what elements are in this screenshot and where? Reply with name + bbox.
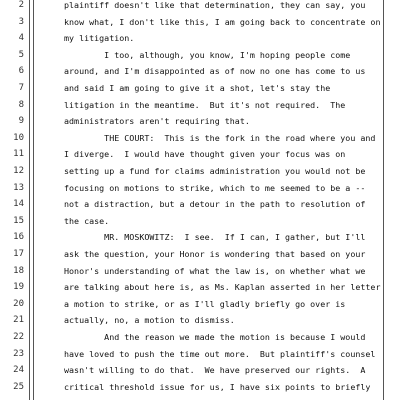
- line-number: 14: [13, 199, 24, 210]
- line-text: around, and I'm disappointed as of now no one has come to us: [64, 66, 366, 77]
- transcript-line: [0, 329, 400, 345]
- transcript-line: [0, 279, 400, 295]
- line-text: And the reason we made the motion is because I would: [64, 332, 366, 342]
- transcript-line: [0, 263, 400, 279]
- line-text: critical threshold issue for us, I have six points to briefly: [64, 381, 371, 392]
- line-text: litigation in the meantime. But it's not required. The: [64, 99, 346, 110]
- line-text: know what, I don't like this, I am going back to concentrate on: [64, 16, 381, 27]
- line-number: 4: [18, 33, 24, 44]
- line-number: 23: [13, 348, 24, 359]
- line-text: my litigation.: [64, 33, 135, 44]
- transcript-line: [0, 163, 400, 179]
- line-number: 17: [13, 249, 24, 259]
- line-text: plaintiff doesn't like that determination, they can say, you: [64, 0, 366, 10]
- transcript-line: [0, 14, 400, 30]
- line-text: Honor's understanding of what the law is, on whether what we: [64, 265, 366, 276]
- line-text: are talking about here is, as Ms. Kaplan asserted in her letter: [64, 282, 381, 293]
- line-number: 20: [13, 298, 24, 309]
- line-number: 16: [13, 232, 24, 243]
- line-text: focusing on motions to strike, which to me seemed to be a --: [64, 182, 366, 193]
- line-number: 22: [13, 332, 24, 342]
- line-text: the case.: [64, 215, 110, 226]
- line-text: wasn't willing to do that. We have preserved our rights. A: [64, 365, 366, 376]
- line-text: THE COURT: This is the fork in the road where you and: [64, 132, 376, 143]
- transcript-line: [0, 113, 400, 129]
- line-number: 25: [13, 381, 24, 392]
- line-text: setting up a fund for claims administration you would not be: [64, 166, 366, 176]
- transcript-line: [0, 30, 400, 46]
- line-number: 11: [13, 149, 24, 160]
- transcript-line: [0, 63, 400, 79]
- transcript-line: [0, 346, 400, 362]
- line-text: I diverge. I would have thought given your focus was on: [64, 149, 346, 160]
- line-text: not a distraction, but a detour in the path to resolution of: [64, 199, 366, 210]
- line-number: 5: [18, 49, 24, 60]
- line-number: 9: [18, 116, 24, 127]
- line-number: 12: [13, 166, 24, 176]
- transcript-line: [0, 379, 400, 395]
- transcript-line: [0, 362, 400, 378]
- transcript-line: [0, 196, 400, 212]
- transcript-line: [0, 130, 400, 146]
- transcript-line: [0, 312, 400, 328]
- line-number: 10: [13, 132, 24, 143]
- line-number: 3: [18, 16, 24, 27]
- transcript-line: [0, 80, 400, 96]
- line-text: actually, no, a motion to dismiss.: [64, 315, 235, 326]
- line-text: a motion to strike, or as I'll gladly briefly go over is: [64, 298, 346, 309]
- line-number: 18: [13, 265, 24, 276]
- line-text: I too, although, you know, I'm hoping people come: [64, 49, 351, 60]
- transcript-line: [0, 97, 400, 113]
- line-text: and said I am going to give it a shot, let's stay the: [64, 83, 331, 93]
- transcript-line: [0, 146, 400, 162]
- transcript-line: [0, 47, 400, 63]
- line-number: 6: [18, 66, 24, 77]
- line-number: 21: [13, 315, 24, 326]
- transcript-line: [0, 213, 400, 229]
- line-text: administrators aren't requiring that.: [64, 116, 250, 127]
- transcript-line: [0, 296, 400, 312]
- line-text: have loved to push the time out more. But plaintiff's counsel: [64, 348, 376, 359]
- line-text: MR. MOSKOWITZ: I see. If I can, I gather, but I'll: [64, 232, 366, 243]
- line-number: 2: [18, 0, 24, 10]
- line-number: 8: [18, 99, 24, 110]
- line-number: 24: [13, 365, 24, 376]
- transcript-line: [0, 246, 400, 262]
- transcript-line: [0, 0, 400, 13]
- line-text: ask the question, your Honor is wondering that based on your: [64, 249, 366, 259]
- line-number: 15: [13, 215, 24, 226]
- line-number: 19: [13, 282, 24, 293]
- line-number: 7: [18, 83, 24, 93]
- transcript-line: [0, 229, 400, 245]
- line-number: 13: [13, 182, 24, 193]
- transcript-line: [0, 180, 400, 196]
